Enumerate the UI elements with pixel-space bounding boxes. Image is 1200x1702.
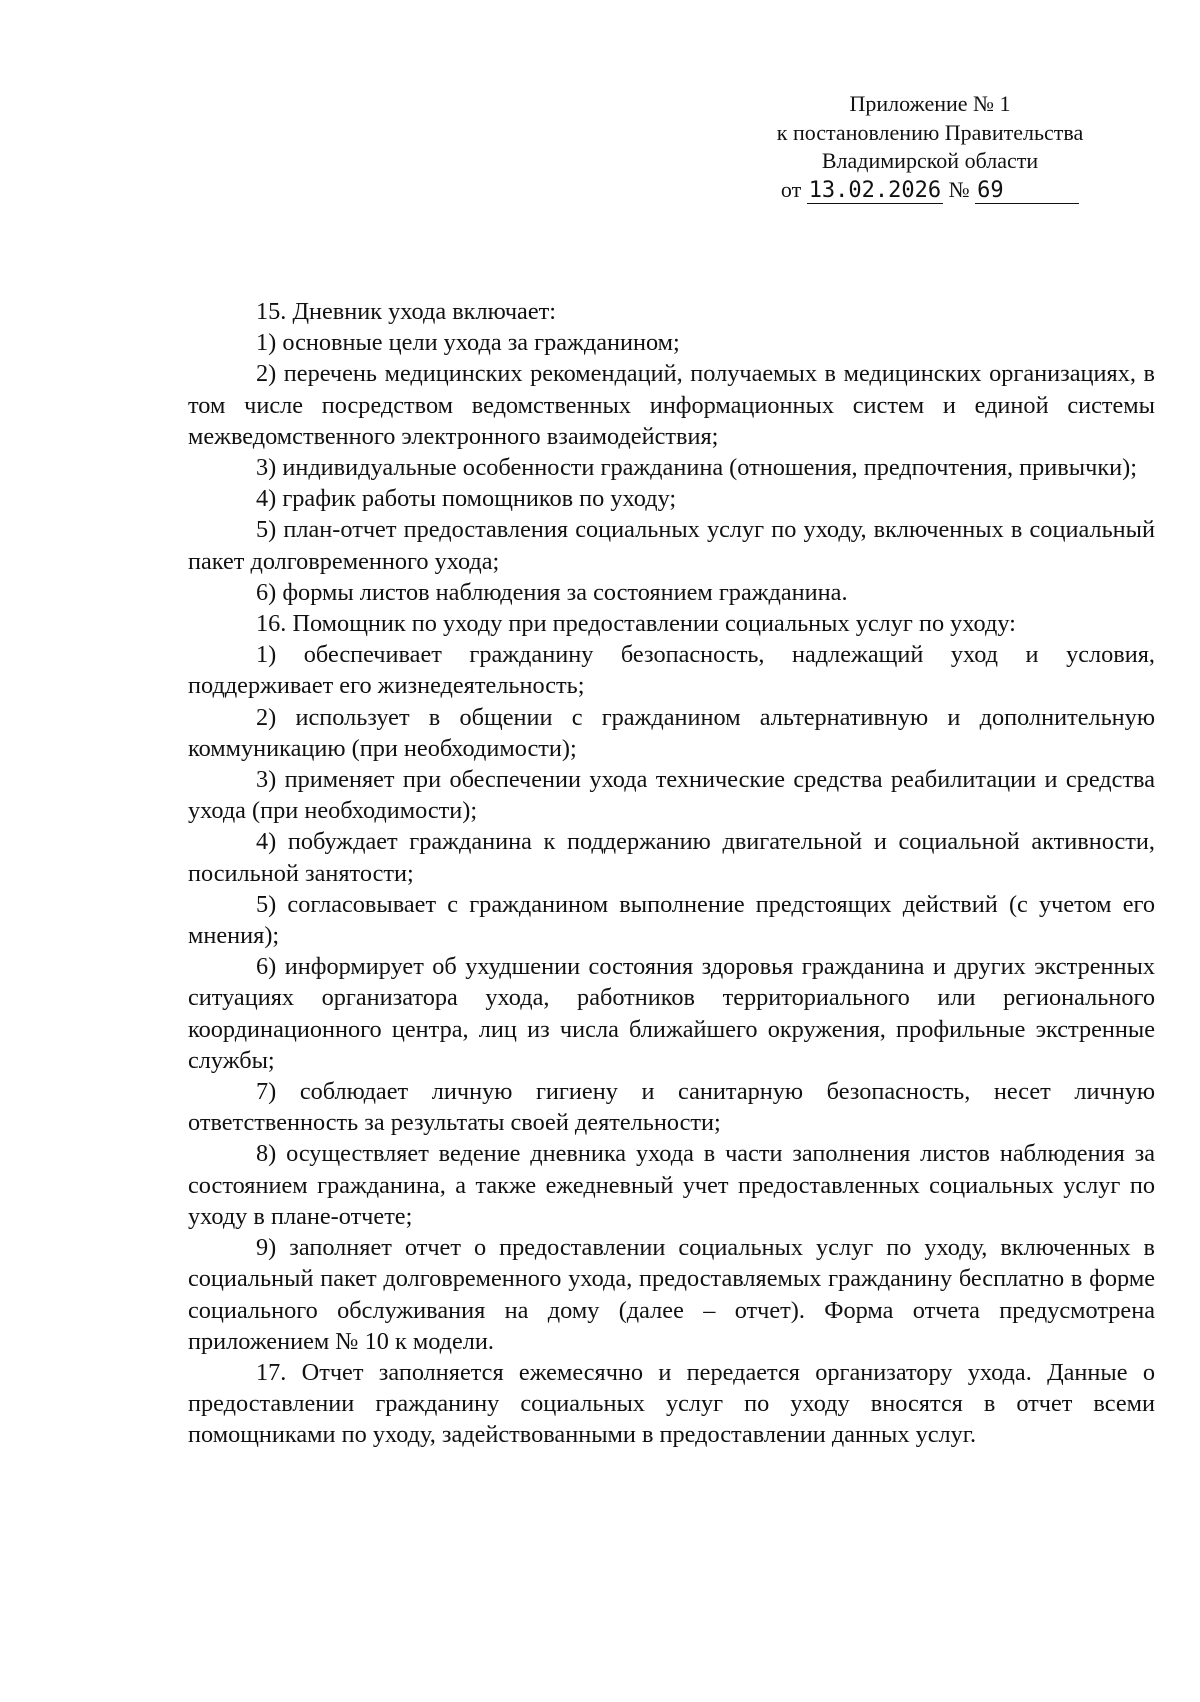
- appendix-title: Приложение № 1: [849, 91, 1011, 116]
- paragraph-17: 17. Отчет заполняется ежемесячно и передается организатору ухода. Данные о предоставлении гражданину социальных услуг по уходу вносятся в отчет всеми помощниками по уходу, задействованными в предоставлении данных услуг.: [188, 1358, 1155, 1449]
- paragraph-15-item-6: 6) формы листов наблюдения за состоянием гражданина.: [256, 578, 848, 606]
- document-body: [188, 296, 1155, 1451]
- paragraph-16: 16. Помощник по уходу при предоставлении социальных услуг по уходу:: [256, 610, 1016, 638]
- paragraph-15-item-4: 4) график работы помощников по уходу;: [256, 485, 677, 513]
- paragraph-16-item-7: 7) соблюдает личную гигиену и санитарную безопасность, несет личную ответственность за результаты своей деятельности;: [188, 1078, 1155, 1137]
- paragraph-16-item-5: 5) согласовывает с гражданином выполнение предстоящих действий (с учетом его мнения);: [188, 890, 1155, 950]
- resolution-number: 69: [975, 179, 1079, 204]
- paragraph-15-item-2: 2) перечень медицинских рекомендаций, получаемых в медицинских организациях, в том числе посредством ведомственных информационных систем и единой системы межведомственного электронного взаимодействия;: [188, 360, 1155, 450]
- paragraph-16-item-1: 1) обеспечивает гражданину безопасность, надлежащий уход и условия, поддерживает его жизнедеятельность;: [188, 641, 1155, 700]
- paragraph-16-item-4: 4) побуждает гражданина к поддержанию двигательной и социальной активности, посильной занятости;: [188, 828, 1155, 887]
- appendix-header: [755, 90, 1105, 204]
- paragraph-16-item-6: 6) информирует об ухудшении состояния здоровья гражданина и других экстренных ситуациях организатора ухода, работников территориального или регионального координационного центра, лиц из числа ближайшего окружения, профильные экстренные службы;: [188, 953, 1155, 1074]
- resolution-date-line: [755, 176, 1105, 205]
- paragraph-16-item-2: 2) использует в общении с гражданином альтернативную и дополнительную коммуникацию (при необходимости);: [188, 703, 1155, 762]
- appendix-reference: к постановлению Правительства: [776, 119, 1084, 145]
- paragraph-15-item-3: 3) индивидуальные особенности гражданина (отношения, предпочтения, привычки);: [256, 454, 1137, 482]
- paragraph-16-item-3: 3) применяет при обеспечении ухода технические средства реабилитации и средства ухода (при необходимости);: [188, 766, 1155, 825]
- paragraph-16-item-9: 9) заполняет отчет о предоставлении социальных услуг по уходу, включенных в социальный пакет долговременного ухода, предоставляемых гражданину бесплатно в форме социального обслуживания на дому (далее – отчет). Форма отчета предусмотрена приложением № 10 к модели.: [188, 1234, 1155, 1355]
- date-prefix: от: [780, 176, 802, 202]
- number-sign: №: [948, 176, 970, 202]
- paragraph-15: 15. Дневник ухода включает:: [256, 298, 556, 325]
- resolution-date: 13.02.2026: [808, 177, 942, 203]
- paragraph-15-item-1: 1) основные цели ухода за гражданином;: [256, 329, 680, 357]
- paragraph-15-item-5: 5) план-отчет предоставления социальных услуг по уходу, включенных в социальный пакет долговременного ухода;: [188, 516, 1155, 575]
- appendix-region: Владимирской области: [821, 148, 1039, 173]
- paragraph-16-item-8: 8) осуществляет ведение дневника ухода в части заполнения листов наблюдения за состоянием гражданина, а также ежедневный учет предоставленных социальных услуг по уходу в плане-отчете;: [188, 1140, 1155, 1230]
